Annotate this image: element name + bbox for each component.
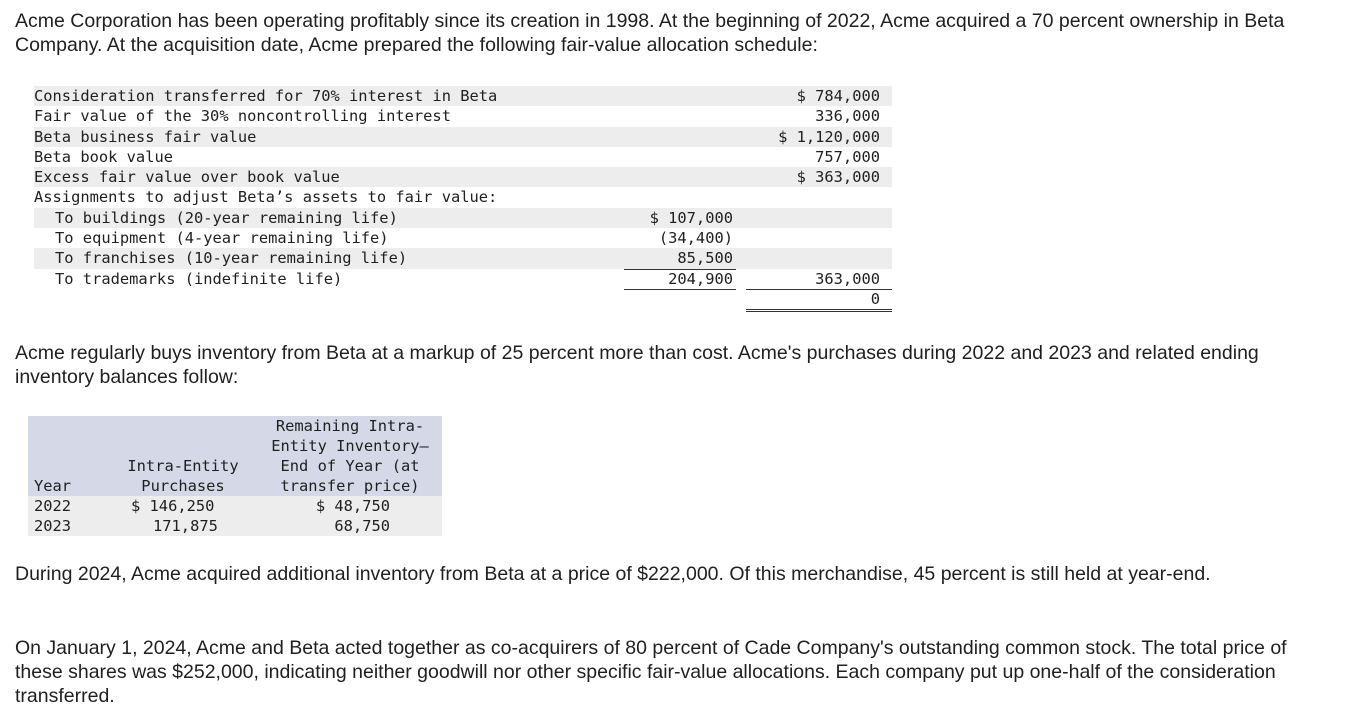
schedule-row-label: To trademarks (indefinite life) <box>55 269 343 288</box>
schedule-row <box>34 86 892 106</box>
schedule-row-label: To buildings (20-year remaining life) <box>55 208 398 227</box>
schedule-row <box>34 187 892 207</box>
schedule-row <box>34 289 892 309</box>
schedule-row-label: Fair value of the 30% noncontrolling interest <box>34 107 451 126</box>
schedule-row-total: 336,000 <box>746 106 892 127</box>
inventory-table <box>28 416 442 536</box>
schedule-row-label: To equipment (4-year remaining life) <box>55 229 389 248</box>
schedule-row-total: $ 784,000 <box>796 87 880 105</box>
schedule-row-label: Beta business fair value <box>34 127 257 146</box>
schedule-row-total: 363,000 <box>746 269 892 290</box>
cade-acquisition-paragraph: On January 1, 2024, Acme and Beta acted together as co-acquirers of 80 percent of Cade Company's outstanding common stock. The total price of these shares was $252,000, indicating neither goodwill nor other specific fair-value allocations. Each company put up one-half of the consideration transferred. <box>15 637 1287 707</box>
header-remaining-inventory: Remaining Intra- Entity Inventory— End of Year (at transfer price) <box>271 417 429 495</box>
schedule-row <box>34 167 892 187</box>
schedule-row <box>34 248 892 268</box>
schedule-row <box>34 269 892 289</box>
schedule-row-total: 0 <box>746 289 892 312</box>
inventory-paragraph: Acme regularly buys inventory from Beta at a markup of 25 percent more than cost. Acme's purchases during 2022 and 2023 and related ending inventory balances follow: <box>15 342 1259 388</box>
intro-paragraph: Acme Corporation has been operating profitably since its creation in 1998. At the beginning of 2022, Acme acquired a 70 percent ownership in Beta Company. At the acquisition date, Acme prepared the following fair-value allocation schedule: <box>15 10 1285 56</box>
cell-purchases: 171,875 <box>153 517 218 535</box>
schedule-row-label: Consideration transferred for 70% interest in Beta <box>34 87 498 105</box>
cell-remaining: 68,750 <box>334 517 390 535</box>
schedule-row-total: $ 1,120,000 <box>778 127 880 146</box>
inventory-table-header <box>28 416 442 496</box>
schedule-row-total: $ 363,000 <box>796 168 880 187</box>
cell-remaining: $ 48,750 <box>315 497 390 515</box>
schedule-row-total: 757,000 <box>746 147 892 168</box>
header-year: Year <box>34 477 72 495</box>
cell-purchases: $ 146,250 <box>131 497 215 515</box>
schedule-row-label: Beta book value <box>34 147 173 166</box>
schedule-row-label: To franchises (10-year remaining life) <box>55 249 408 268</box>
cell-year: 2022 <box>34 497 72 515</box>
schedule-row-amount: (34,400) <box>658 229 733 248</box>
schedule-row-amount: 85,500 <box>624 248 736 269</box>
schedule-row <box>34 208 892 228</box>
cell-year: 2023 <box>34 517 72 535</box>
fair-value-allocation-schedule <box>34 86 892 309</box>
schedule-row <box>34 147 892 167</box>
schedule-row <box>34 228 892 248</box>
schedule-row <box>34 127 892 147</box>
additional-inventory-paragraph: During 2024, Acme acquired additional inventory from Beta at a price of $222,000. Of this merchandise, 45 percent is still held at year-end. <box>15 563 1211 585</box>
table-row <box>28 496 442 516</box>
schedule-row-label: Assignments to adjust Beta’s assets to fair value: <box>34 188 498 207</box>
schedule-row-label: Excess fair value over book value <box>34 168 340 187</box>
schedule-row <box>34 106 892 126</box>
table-row <box>28 516 442 536</box>
schedule-row-amount: 204,900 <box>624 269 736 290</box>
schedule-row-amount: $ 107,000 <box>649 208 733 227</box>
header-intra-entity-purchases: Intra-Entity Purchases <box>127 457 239 495</box>
